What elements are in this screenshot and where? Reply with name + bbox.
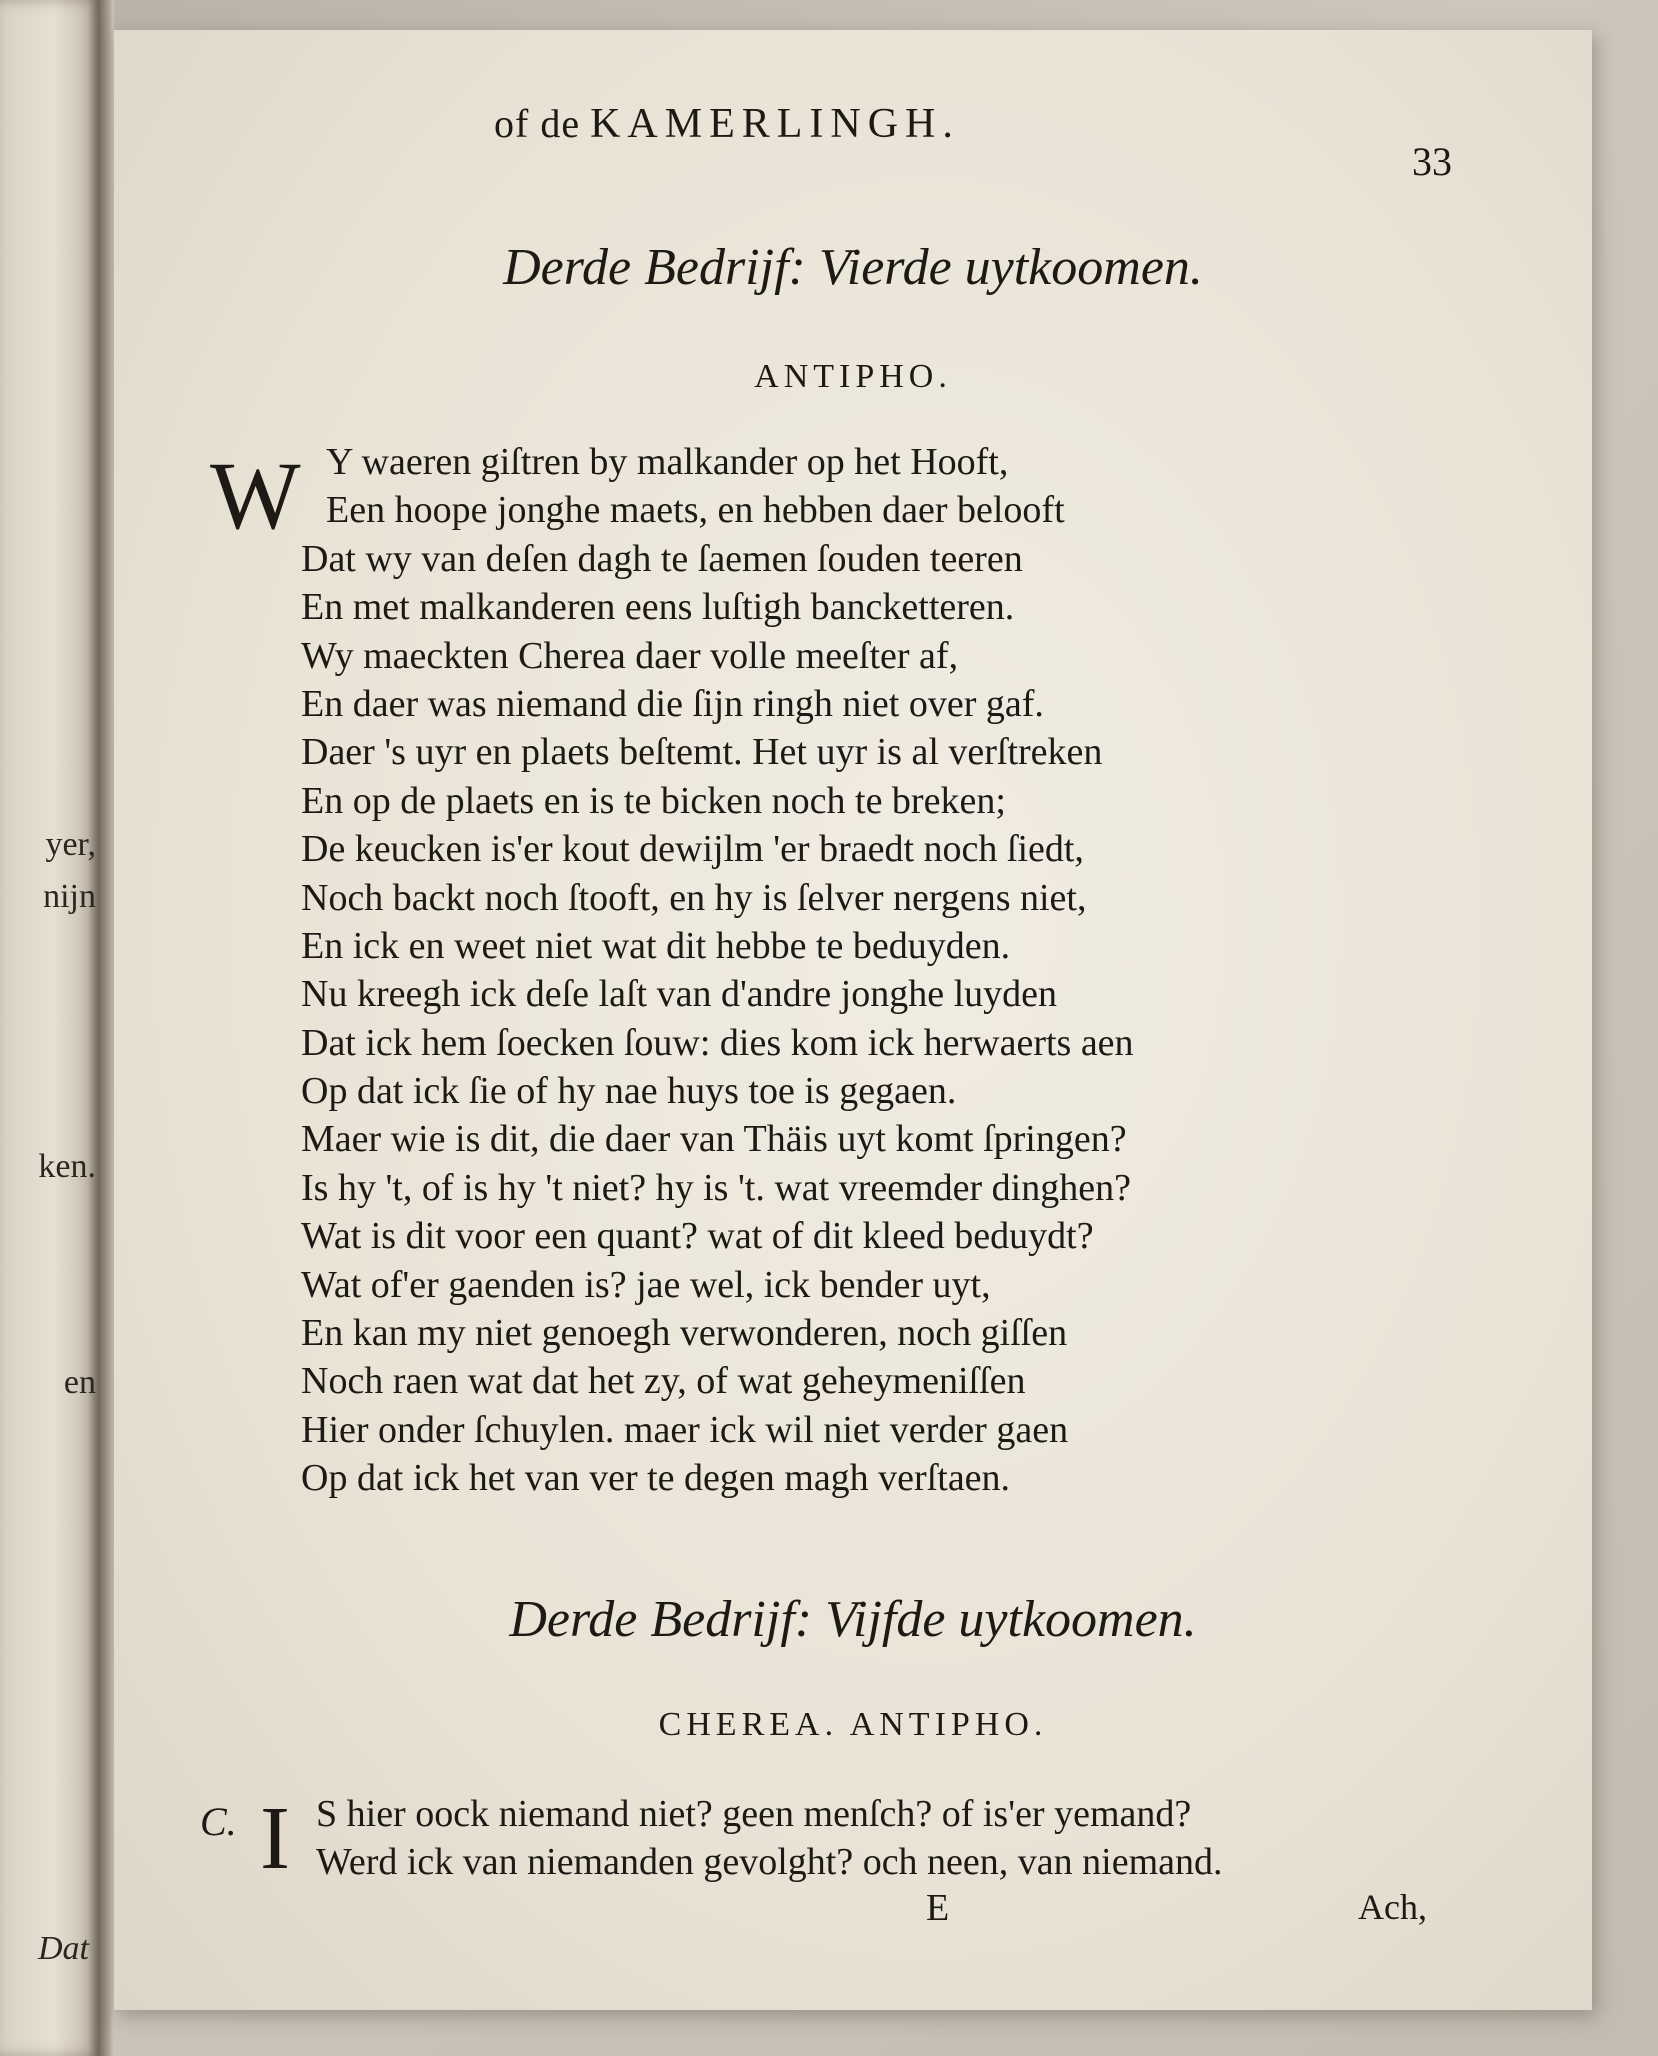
verse-line: Hier onder ſchuylen. maer ick wil niet verder gaen xyxy=(301,1408,1069,1451)
section-heading-2: Derde Bedrijf: Vijfde uytkoomen. xyxy=(509,1591,1197,1648)
facing-page-fragment: ken. xyxy=(38,1148,96,1185)
verse-block-2 xyxy=(316,1790,1223,1886)
speaker-name-1: ANTIPHO. xyxy=(754,358,952,395)
catchword: Ach, xyxy=(1358,1887,1427,1927)
verse-line: Op dat ick ſie of hy nae huys toe is gegaen. xyxy=(301,1070,957,1113)
book-gutter xyxy=(98,0,114,2056)
section-heading-1: Derde Bedrijf: Vierde uytkoomen. xyxy=(503,239,1203,296)
book-page xyxy=(114,30,1592,2010)
verse-block-1 xyxy=(256,438,1456,1503)
verse-line: Wy maeckten Cherea daer volle meeſter af, xyxy=(301,634,959,677)
verse-line: Wat is dit voor een quant? wat of dit kleed beduydt? xyxy=(301,1215,1094,1258)
verse-line: Maer wie is dit, die daer van Thäis uyt komt ſpringen? xyxy=(301,1118,1127,1161)
running-head xyxy=(494,100,960,148)
verse-line: En ick en weet niet wat dit hebbe te beduyden. xyxy=(301,924,1011,967)
facing-page-fragment: en xyxy=(63,1364,96,1401)
verse-line: Y waeren giſtren by malkander op het Hooft, xyxy=(326,441,1009,483)
verse-line: Is hy 't, of is hy 't niet? hy is 't. wat vreemder dinghen? xyxy=(301,1166,1131,1209)
verse-line: En kan my niet genoegh verwonderen, noch giſſen xyxy=(301,1312,1068,1355)
verse-line: En daer was niemand die ſijn ringh niet over gaf. xyxy=(301,682,1044,725)
drop-cap-1: W xyxy=(210,442,301,549)
running-head-prefix: of de xyxy=(494,101,581,146)
speaker-abbreviation: C. xyxy=(200,1799,237,1844)
verse-line: Een hoope jonghe maets, en hebben daer belooft xyxy=(326,489,1065,532)
verse-line: Nu kreegh ick deſe laſt van d'andre jonghe luyden xyxy=(301,973,1058,1016)
verse-line: En met malkanderen eens luſtigh bancketteren. xyxy=(301,586,1015,629)
verse-line: Op dat ick het van ver te degen magh verſtaen. xyxy=(301,1457,1011,1500)
facing-page-fragment: Dat xyxy=(38,1930,89,1967)
verse-line: Werd ick van niemanden gevolght? och neen, van niemand. xyxy=(316,1841,1223,1883)
signature-mark: E xyxy=(926,1887,950,1929)
verse-line: Dat ick hem ſoecken ſouw: dies kom ick herwaerts aen xyxy=(301,1021,1134,1064)
verse-line: Dat wy van deſen dagh te ſaemen ſouden teeren xyxy=(301,537,1023,580)
verse-line: Noch raen wat dat het zy, of wat geheymeniſſen xyxy=(301,1360,1026,1403)
speaker-name-2: CHEREA. ANTIPHO. xyxy=(658,1706,1048,1743)
verse-line: Noch backt noch ſtooft, en hy is ſelver nergens niet, xyxy=(301,876,1087,919)
facing-page-fragment: nijn xyxy=(43,878,96,915)
verse-line: En op de plaets en is te bicken noch te breken; xyxy=(301,779,1006,822)
facing-page-fragment: yer, xyxy=(45,826,96,863)
verse-line: Daer 's uyr en plaets beſtemt. Het uyr is al verſtreken xyxy=(301,731,1103,774)
running-head-title: KAMERLINGH. xyxy=(590,101,960,147)
drop-cap-2: I xyxy=(260,1789,290,1888)
verse-line: S hier oock niemand niet? geen menſch? of is'er yemand? xyxy=(316,1793,1192,1835)
verse-line: Wat of'er gaenden is? jae wel, ick bender uyt, xyxy=(301,1263,991,1306)
facing-page xyxy=(0,0,98,2056)
verse-line: De keucken is'er kout dewijlm 'er braedt noch ſiedt, xyxy=(301,828,1084,871)
page-number: 33 xyxy=(1412,139,1452,184)
